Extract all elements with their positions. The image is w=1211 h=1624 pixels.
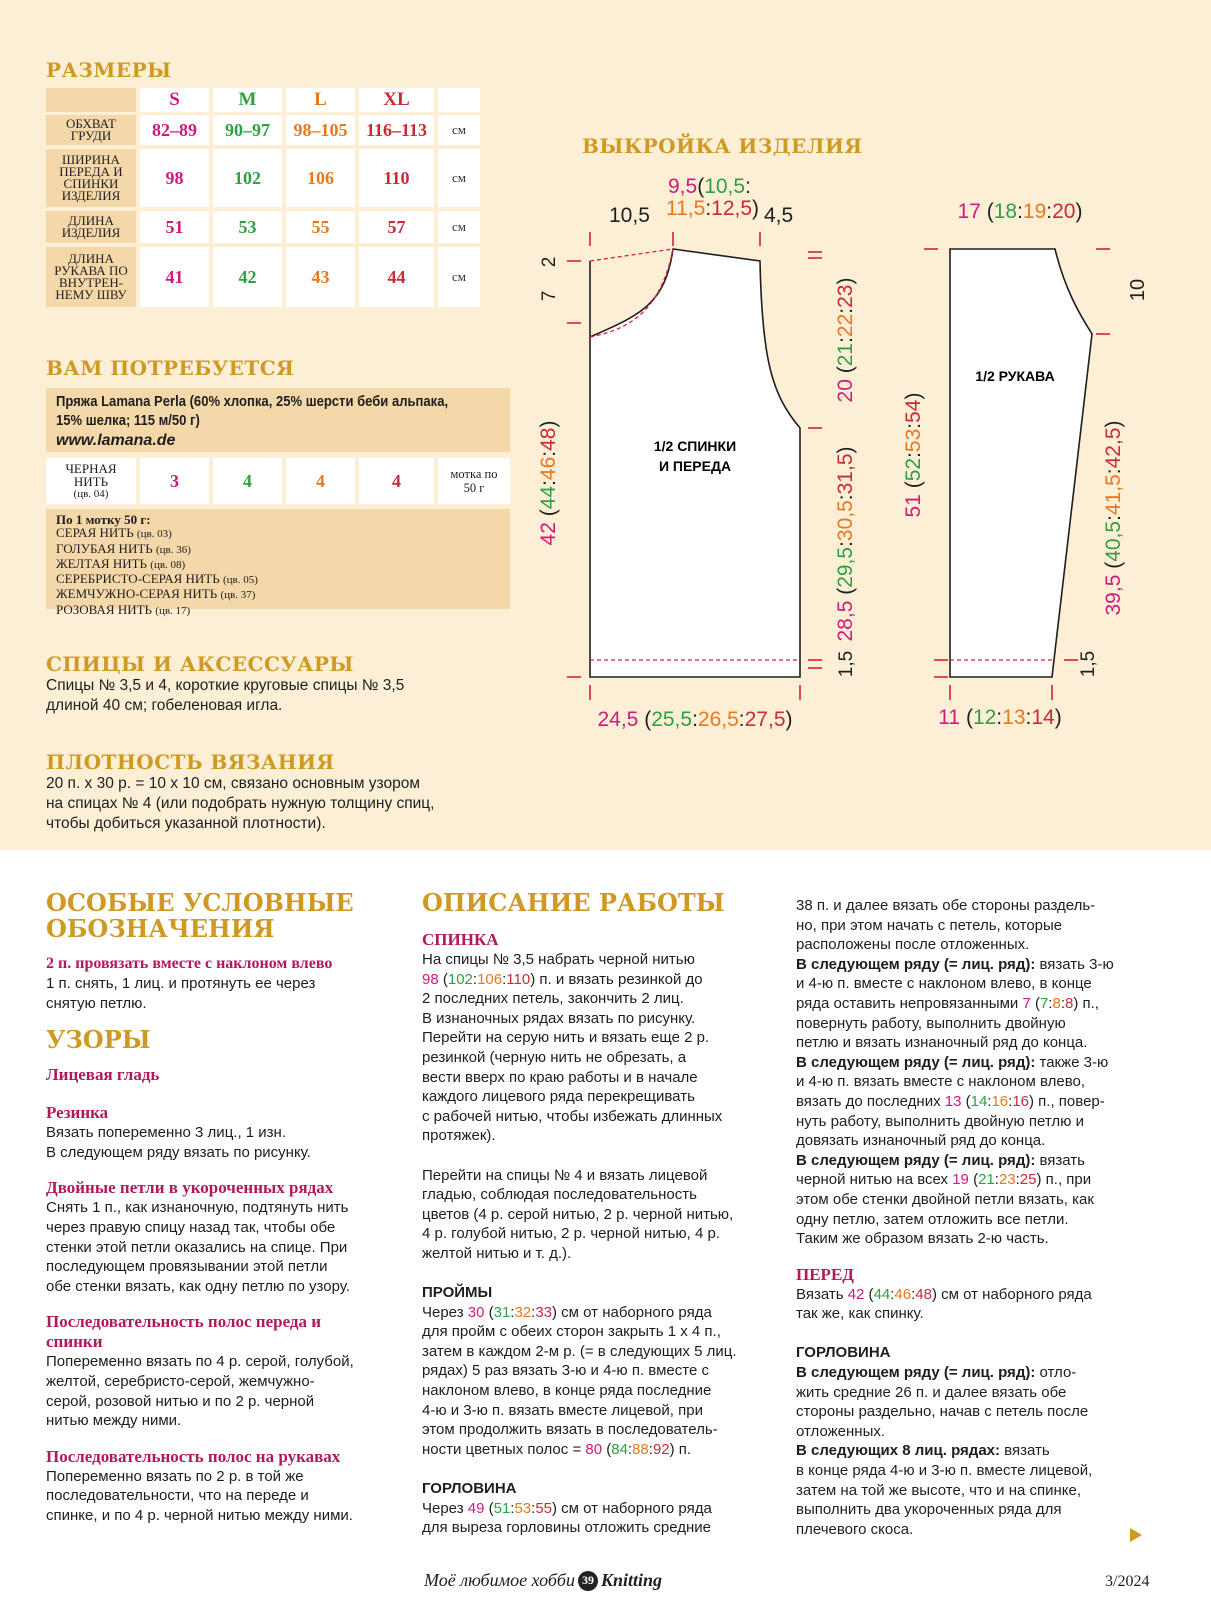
text-line: Снять 1 п., как изнаночную, подтянуть нить [46,1199,349,1217]
sleeve-m: 42 [213,247,282,307]
text-line: расположены после отложенных. [796,936,1030,954]
stripes-front-title: спинки [46,1332,103,1352]
text-line: для пройм с обеих сторон закрыть 1 х 4 п., [422,1323,721,1341]
text-line: спинке, и по 4 р. черной нитью между ними. [46,1506,353,1524]
column-3 [796,896,1166,1539]
chest-s: 82–89 [140,115,209,145]
rib-title: Резинка [46,1103,109,1123]
yarn-line-1: Пряжа Lamana Perla (60% хлопка, 25% шерсти беби альпака, [56,394,449,410]
text-line: В следующих 8 лиц. рядах: вязать [796,1442,1050,1460]
text-line: последующем провязывании этой петли [46,1258,328,1276]
dim-sleeve-cap: 10 [1127,278,1149,302]
text-line: 1 п. снять, 1 лиц. и протянуть ее через [46,975,316,992]
width-unit: см [438,149,480,207]
dim-side: 28,5 (29,5:30,5:31,5) [834,446,857,642]
yarn-line-2: 15% шелка; 115 м/50 г) [56,413,200,429]
needles-line: длиной 40 см; гобеленовая игла. [46,697,283,714]
dim-sleeve-length: 51 (52:53:54) [902,392,925,518]
color-item: СЕРЕБРИСТО-СЕРАЯ НИТЬ (цв. 05) [56,571,258,587]
text-line: довязать изнаночный ряд до конца. [796,1132,1046,1150]
color-item: ЖЕМЧУЖНО-СЕРАЯ НИТЬ (цв. 37) [56,586,256,602]
front-neck-title: ГОРЛОВИНА [796,1344,891,1362]
text-line: 4 р. голубой нитью, 2 р. черной нитью, 4 р. [422,1225,720,1243]
needles-heading: СПИЦЫ И АКСЕССУАРЫ [46,652,354,676]
width-s: 98 [140,149,209,207]
sleeve-unit: см [438,247,480,307]
dim-shoulder-left: 10,5 [609,204,650,227]
text-line: но, при этом начать с петель, которые [796,916,1063,934]
text-line: отложенных. [796,1422,886,1440]
text-line: резинкой (черную нить не обрезать, а [422,1048,687,1066]
text-line: Таким же образом вязать 2-ю часть. [796,1230,1049,1248]
issue-number: 3/2024 [1105,1573,1150,1590]
text-line: Перейти на спицы № 4 и вязать лицевой [422,1166,708,1184]
sizes-heading: РАЗМЕРЫ [46,58,172,82]
chest-m: 90–97 [213,115,282,145]
text-line: нуть работу, выполнить двойную петлю и [796,1112,1084,1130]
footer-brand [424,1570,662,1591]
width-m: 102 [213,149,282,207]
page-number: 39 [578,1571,598,1591]
neck-title: ГОРЛОВИНА [422,1480,517,1498]
text-line: Через 30 (31:32:33) см от наборного ряда [422,1303,712,1321]
text-line: этом обе стенки двойной петли вязать, как [796,1190,1094,1208]
text-line: цветов (4 р. серой нитью, 2 р. черной нитью, [422,1205,734,1223]
sleeve-xl: 44 [359,247,434,307]
gauge-line: на спицах № 4 (или подобрать нужную толщину спиц, [46,795,435,812]
text-line: снятую петлю. [46,994,147,1012]
black-qty-s: 3 [140,458,209,504]
pattern-heading: ВЫКРОЙКА ИЗДЕЛИЯ [582,134,863,158]
length-s: 51 [140,211,209,243]
text-line: Попеременно вязать по 4 р. серой, голубой, [46,1353,354,1371]
continue-arrow-icon [1130,1528,1142,1542]
dim-neck: 9,5(10,5: [668,175,751,198]
stripes-front-title: Последовательность полос переда и [46,1312,322,1332]
text-line: рядах) 5 раз вязать 3-ю и 4-ю п. вместе с [422,1362,709,1380]
text-line: с рабочей нитью, чтобы избежать длинных [422,1107,723,1125]
double-stitch-title: Двойные петли в укороченных рядах [46,1178,334,1198]
text-line: и 4-ю п. вместе с наклоном влево, в конце [796,975,1092,993]
yarn-url: www.lamana.de [56,432,176,449]
text-line: этом продолжить вязать в последователь- [422,1421,718,1439]
patterns-heading: УЗОРЫ [46,1025,151,1055]
text-line: В следующем ряду (= лиц. ряд): вязать 3-ю [796,955,1114,973]
black-qty-xl: 4 [359,458,434,504]
text-line: так же, как спинку. [796,1305,924,1323]
row-label-width: ШИРИНА ПЕРЕДА И СПИНКИ ИЗДЕЛИЯ [46,149,136,207]
text-line: вязать до последних 13 (14:16:16) п., повер- [796,1092,1105,1110]
dim-hem: 1,5 [836,650,857,678]
text-line: одну петлю, затем отложить все петли. [796,1210,1069,1228]
text-line: плечевого скоса. [796,1520,914,1538]
text-line: вести вверх по краю работы и в начале [422,1068,698,1086]
text-line: обе стенки вязать, как одну петлю по узору. [46,1277,350,1295]
decrease-title: 2 п. провязать вместе с наклоном влево [46,955,333,972]
dim-bottom-width: 24,5 (25,5:26,5:27,5) [597,708,793,731]
dim-neck-depth: 2 [539,256,560,268]
text-line: желтой нитью и т. д.). [422,1244,572,1262]
text-line: На спицы № 3,5 набрать черной нитью [422,951,695,968]
length-xl: 57 [359,211,434,243]
black-qty-unit: мотка по 50 г [438,458,510,504]
length-l: 55 [286,211,355,243]
text-line: В следующем ряду (= лиц. ряд): вязать [796,1151,1085,1169]
text-line: стенки этой петли оказались на спице. При [46,1238,348,1256]
gauge-heading: ПЛОТНОСТЬ ВЯЗАНИЯ [46,750,335,774]
text-line: жить средние 26 п. и далее вязать обе [796,1383,1067,1401]
body-piece-label: И ПЕРЕДА [658,458,732,474]
text-line: для выреза горловины отложить средние [422,1519,711,1537]
dim-sleeve-top: 17 (18:19:20) [957,200,1083,223]
text-line: желтой, серебристо-серой, жемчужно- [46,1372,315,1390]
text-line: стороны раздельно, начав с петель после [796,1403,1089,1421]
text-line: ряда оставить непровязанными 7 (7:8:8) п., [796,994,1099,1012]
text-line: серой, розовой нитью и по 2 р. черной [46,1392,315,1410]
text-line: черной нитью на всех 19 (21:23:25) п., при [796,1171,1092,1189]
chest-unit: см [438,115,480,145]
width-xl: 110 [359,149,434,207]
text-line: каждого лицевого ряда перекрещивать [422,1088,695,1106]
armholes-title: ПРОЙМЫ [422,1284,493,1302]
column-2 [422,890,782,1538]
sleeve-piece-label: 1/2 РУКАВА [975,368,1055,384]
text-line: выполнить два укороченных ряда для [796,1501,1062,1519]
color-item: СЕРАЯ НИТЬ (цв. 03) [56,525,172,541]
text-line: затем на той же высоте, что и на спинке, [796,1481,1082,1499]
dim-total-length: 42 (44:46:48) [537,420,560,546]
text-line: повернуть работу, выполнить двойную [796,1014,1066,1032]
sleeve-s: 41 [140,247,209,307]
size-header-s: S [140,88,209,112]
color-item: РОЗОВАЯ НИТЬ (цв. 17) [56,601,191,617]
materials-heading: ВАМ ПОТРЕБУЕТСЯ [46,356,295,380]
dim-sleeve-hem: 1,5 [1078,650,1099,678]
text-line: 98 (102:106:110) п. и вязать резинкой до [422,970,703,988]
length-unit: см [438,211,480,243]
row-label-chest: ОБХВАТ ГРУДИ [46,115,136,145]
color-item: ЖЕЛТАЯ НИТЬ (цв. 08) [56,555,186,571]
text-line: 2 последних петель, закончить 2 лиц. [422,990,684,1008]
special-heading: ОБОЗНАЧЕНИЯ [46,914,275,943]
text-line: петлю и вязать изнаночный ряд до конца. [796,1034,1088,1052]
dim-armhole: 20 (21:22:23) [834,277,857,403]
text-line: гладью, соблюдая последовательность [422,1186,697,1204]
row-label-sleeve: ДЛИНА РУКАВА ПО ВНУТРЕН-НЕМУ ШВУ [46,247,136,307]
black-yarn-code: (цв. 04) [73,487,109,500]
black-qty-l: 4 [286,458,355,504]
width-l: 106 [286,149,355,207]
text-line: наклоном влево, в конце ряда последние [422,1382,712,1400]
text-line: ности цветных полос = 80 (84:88:92) п. [422,1440,692,1458]
text-line: через правую спицу назад так, чтобы обе [46,1218,336,1236]
text-line: Попеременно вязать по 2 р. в той же [46,1467,304,1485]
text-line: нитью между ними. [46,1412,182,1430]
text-line: В следующем ряду (= лиц. ряд): также 3-ю [796,1053,1109,1071]
length-m: 53 [213,211,282,243]
text-line: Через 49 (51:53:55) см от наборного ряда [422,1499,712,1517]
text-line: В следующем ряду вязать по рисунку. [46,1143,311,1161]
text-line: Перейти на серую нить и вязать еще 2 р. [422,1029,710,1047]
color-item: ГОЛУБАЯ НИТЬ (цв. 36) [56,540,191,556]
size-header-xl: XL [359,88,434,112]
text-line: протяжек). [422,1127,496,1145]
section-brand: Knitting [600,1570,663,1590]
text-line: и 4-ю п. вязать вместе с наклоном влево, [796,1073,1086,1091]
text-line: 38 п. и далее вязать обе стороны раздель- [796,897,1096,914]
special-heading: ОСОБЫЕ УСЛОВНЫЕ [46,888,354,917]
text-line: 4-ю и 3-ю п. вязать вместе лицевой, при [422,1401,703,1419]
dim-neck-2: 11,5:12,5) [666,197,760,220]
needles-line: Спицы № 3,5 и 4, короткие круговые спицы № 3,5 [46,677,405,694]
text-line: Вязать 42 (44:46:48) см от наборного ряда [796,1285,1092,1303]
text-line: В изнаночных рядах вязать по рисунку. [422,1009,696,1027]
row-label-length: ДЛИНА ИЗДЕЛИЯ [46,211,136,243]
stockinette-title: Лицевая гладь [46,1065,160,1085]
text-line: в конце ряда 4-ю и 3-ю п. вместе лицевой, [796,1462,1093,1480]
dim-armhole-shift: 7 [539,290,560,302]
size-header-l: L [286,88,355,112]
gauge-line: 20 п. х 30 р. = 10 х 10 см, связано основным узором [46,775,420,792]
dim-sleeve-side: 39,5 (40,5:41,5:42,5) [1102,420,1125,616]
chest-l: 98–105 [286,115,355,145]
size-header-m: M [213,88,282,112]
column-1 [46,890,406,1526]
text-line: В следующем ряду (= лиц. ряд): отло- [796,1364,1077,1382]
dim-shoulder-right: 4,5 [764,204,794,227]
body-piece-label: 1/2 СПИНКИ [653,438,737,454]
text-line: затем в каждом 2-м р. (= в следующих 5 лиц. [422,1342,737,1360]
magazine-name: Моё любимое хобби [424,1570,575,1590]
front-title: ПЕРЕД [796,1264,854,1284]
back-title: СПИНКА [422,930,499,949]
dim-sleeve-bottom: 11 (12:13:14) [938,706,1062,729]
work-heading: ОПИСАНИЕ РАБОТЫ [422,888,725,917]
chest-xl: 116–113 [359,115,434,145]
stripes-sleeve-title: Последовательность полос на рукавах [46,1446,341,1466]
text-line: последовательности, что на переде и [46,1487,309,1505]
text-line: Вязать попеременно 3 лиц., 1 изн. [46,1124,286,1142]
sleeve-piece-outline [950,249,1092,677]
gauge-line: чтобы добиться указанной плотности). [46,815,326,832]
sleeve-l: 43 [286,247,355,307]
per-skein-label: По 1 мотку 50 г: [56,512,151,527]
body-neck-dashed [590,249,673,261]
black-yarn-name: ЧЕРНАЯ НИТЬ [65,460,117,489]
black-qty-m: 4 [213,458,282,504]
